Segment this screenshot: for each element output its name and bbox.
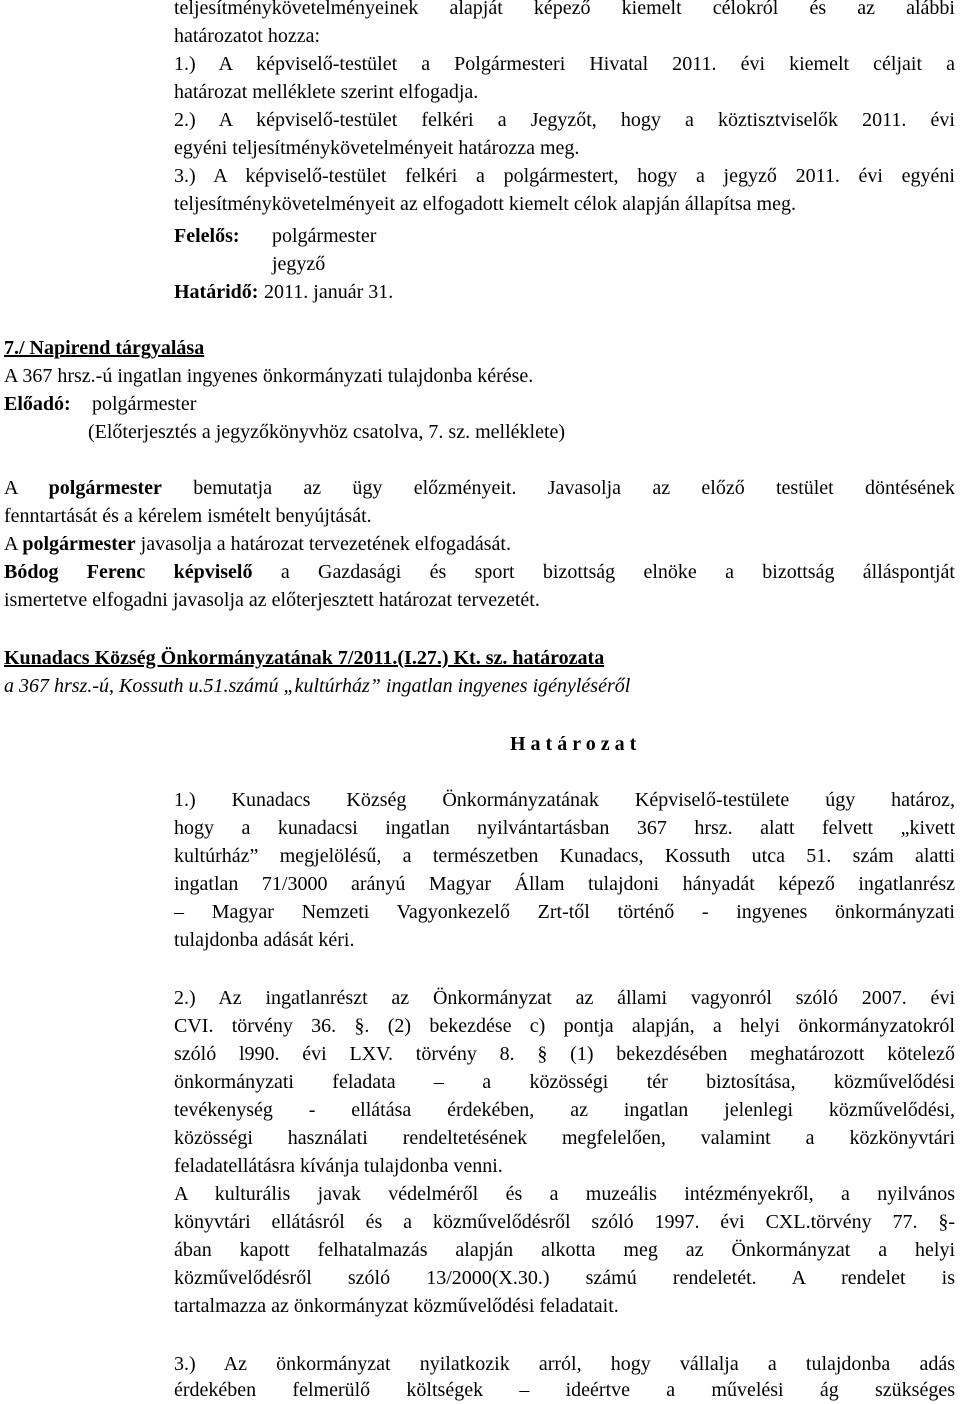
- emphasis: polgármester: [22, 533, 136, 555]
- text-line: hogy a kunadacsi ingatlan nyilvántartásban 367 hrsz. alatt felvett „kivett: [174, 817, 955, 839]
- eloterjesztes-note: (Előterjesztés a jegyzőkönyvhöz csatolva, 7. sz. melléklete): [88, 421, 566, 443]
- agenda-subject: A 367 hrsz.-ú ingatlan ingyenes önkormányzati tulajdonba kérése.: [4, 365, 534, 387]
- text-line: ismertetve elfogadni javasolja az előterjesztett határozat tervezetét.: [4, 589, 540, 611]
- text-line: szóló l990. évi LXV. törvény 8. § (1) bekezdésében meghatározott kötelező: [174, 1043, 955, 1065]
- text-line: – Magyar Nemzeti Vagyonkezelő Zrt-től történő - ingyenes önkormányzati: [174, 901, 955, 923]
- item-number: 2.): [174, 109, 196, 131]
- text-line: egyéni teljesítménykövetelményeit határozza meg.: [174, 137, 580, 159]
- text-line: fenntartását és a kérelem ismételt benyújtását.: [4, 505, 372, 527]
- text-line: A képviselő-testület felkéri a polgármestert, hogy a jegyző 2011. évi egyéni: [213, 165, 955, 187]
- text-line: 1.) Kunadacs Község Önkormányzatának Képviselő-testülete úgy határoz,: [174, 789, 955, 811]
- text-line: közösségi használati rendeltetésének megfelelően, valamint a közkönyvtári: [174, 1127, 955, 1149]
- resolution-item-2: [174, 106, 955, 134]
- text-line: tulajdonba adását kéri.: [174, 929, 355, 951]
- resolution-subtitle: a 367 hrsz.-ú, Kossuth u.51.számú „kultúrház” ingatlan ingyenes igényléséről: [4, 675, 631, 697]
- resolution-item-3: [174, 162, 955, 190]
- felelos-value: polgármester: [272, 225, 377, 247]
- text-line: A polgármester bemutatja az ügy előzményeit. Javasolja az előző testület döntésének: [4, 477, 956, 499]
- item-number: 3.): [174, 165, 196, 187]
- eloado-value: polgármester: [92, 393, 197, 415]
- text-line: A képviselő-testület a Polgármesteri Hivatal 2011. évi kiemelt céljait a: [218, 53, 955, 75]
- text-line: A képviselő-testület felkéri a Jegyzőt, hogy a köztisztviselők 2011. évi: [218, 109, 955, 131]
- text-line: határozatot hozza:: [174, 25, 321, 47]
- text-line: ingatlan 71/3000 arányú Magyar Állam tulajdoni hányadát képező ingatlanrész: [174, 873, 955, 895]
- text-line: A polgármester javasolja a határozat tervezetének elfogadását.: [4, 533, 511, 555]
- text-line: teljesítménykövetelményeit az elfogadott kiemelt célok alapján állapítsa meg.: [174, 193, 796, 215]
- felelos-label: Felelős:: [174, 225, 240, 247]
- hatarido-label: Határidő:: [174, 281, 259, 303]
- text-line: határozat melléklete szerint elfogadja.: [174, 81, 479, 103]
- hatarozat-heading: H a t á r o z a t: [510, 733, 637, 755]
- text-line: önkormányzati feladata – a közösségi tér biztosítása, közművelődési: [174, 1071, 955, 1093]
- text-line: feladatellátásra kívánja tulajdonba venni.: [174, 1155, 503, 1177]
- hatarido-value: 2011. január 31.: [264, 281, 394, 303]
- text-line: CVI. törvény 36. §. (2) bekezdése c) pontja alapján, a helyi önkormányzatokról: [174, 1015, 955, 1037]
- text-line: Bódog Ferenc képviselő a Gazdasági és sport bizottság elnöke a bizottság álláspontját: [4, 561, 955, 583]
- text-line: érdekében felmerülő költségek – ideértve a művelési ág szükséges: [174, 1379, 955, 1401]
- emphasis: polgármester: [48, 477, 162, 499]
- text-line: könyvtári ellátásról és a közművelődésről szóló 1997. évi CXL.törvény 77. §-: [174, 1211, 955, 1233]
- text-line: ában kapott felhatalmazás alapján alkotta meg az Önkormányzat a helyi: [174, 1239, 955, 1261]
- felelos-value: jegyző: [272, 253, 326, 275]
- text-line: kultúrház” megjelölésű, a természetben Kunadacs, Kossuth utca 51. szám alatti: [174, 845, 955, 867]
- text-line: 2.) Az ingatlanrészt az Önkormányzat az állami vagyonról szóló 2007. évi: [174, 987, 955, 1009]
- eloado-label: Előadó:: [4, 393, 71, 415]
- section-heading: 7./ Napirend tárgyalása: [4, 337, 205, 359]
- text-line: teljesítménykövetelményeinek alapját képező kiemelt célokról és az alábbi: [174, 0, 955, 19]
- emphasis: Bódog Ferenc képviselő: [4, 561, 253, 583]
- resolution-item-1: [174, 50, 955, 78]
- text-line: 3.) Az önkormányzat nyilatkozik arról, hogy vállalja a tulajdonba adás: [174, 1353, 955, 1375]
- text-line: közművelődésről szóló 13/2000(X.30.) számú rendeletét. A rendelet is: [174, 1267, 955, 1289]
- text-line: tartalmazza az önkormányzat közművelődési feladatait.: [174, 1295, 619, 1317]
- resolution-title: Kunadacs Község Önkormányzatának 7/2011.(I.27.) Kt. sz. határozata: [4, 647, 605, 669]
- item-number: 1.): [174, 53, 196, 75]
- text-line: tevékenység - ellátása érdekében, az ingatlan jelenlegi közművelődési,: [174, 1099, 955, 1121]
- text-line: A kulturális javak védelméről és a muzeális intézményekről, a nyilvános: [174, 1183, 955, 1205]
